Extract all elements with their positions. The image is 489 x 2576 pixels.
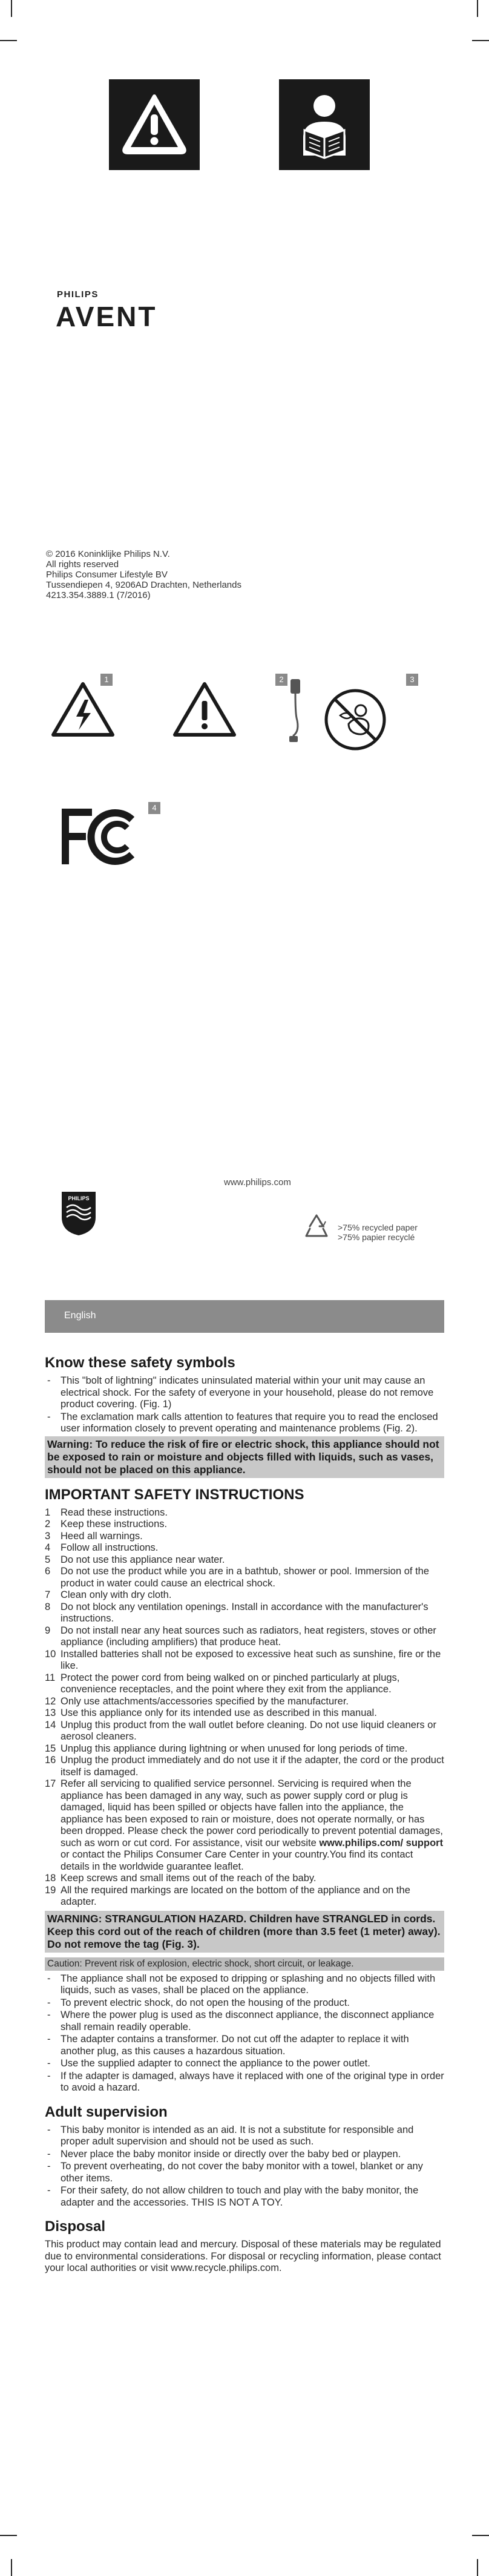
item-text: Keep screws and small items out of the reach of the baby. (61, 1873, 317, 1884)
language-label: English (64, 1310, 96, 1321)
instruction-item (45, 1885, 444, 1908)
instruction-item (45, 1566, 444, 1589)
list-item: - This baby monitor is intended as an aid. It is not a substitute for responsible and proper adult supervision and should not be used as such. (45, 2124, 444, 2148)
instruction-item (45, 1707, 444, 1720)
figure-number: 2 (275, 674, 287, 686)
crop-mark (0, 2535, 17, 2536)
instruction-item (45, 1743, 444, 1755)
item-text: Do not use this appliance near water. (61, 1554, 225, 1565)
instruction-item (45, 1554, 444, 1566)
item-text: All the required markings are located on the bottom of the appliance and on the adapter. (61, 1884, 410, 1907)
item-number: 6 (45, 1566, 51, 1577)
shield-text: PHILIPS (68, 1195, 90, 1201)
no-child-icon (322, 686, 389, 753)
recycled-paper-label: >75% recycled paper (338, 1223, 418, 1232)
instruction-item (45, 1602, 444, 1625)
item-text: or contact the Philips Consumer Care Center in your country.You find its contact details in the worldwide guarantee leaflet. (61, 1849, 413, 1872)
crop-mark (472, 2535, 489, 2536)
disposal-text: This product may contain lead and mercury. Disposal of these materials may be regulated due to environmental considerations. For disposal or recycling information, please contact your local authorities or visit www.recycle.philips.com. (45, 2239, 441, 2273)
list-item: - The adapter contains a transformer. Do not cut off the adapter to replace it with another plug, as this causes a hazardous situation. (45, 2034, 444, 2057)
section-heading: Disposal (45, 2218, 106, 2235)
crop-mark (477, 2559, 478, 2576)
item-text: Heed all warnings. (61, 1530, 143, 1542)
crop-mark (0, 40, 17, 41)
instruction-item (45, 1625, 444, 1649)
item-number: 15 (45, 1743, 56, 1754)
instruction-item (45, 1873, 444, 1885)
item-number: 7 (45, 1589, 51, 1600)
caution-box: Caution: Prevent risk of explosion, electric shock, short circuit, or leakage. (45, 1957, 444, 1971)
list-item: - Never place the baby monitor inside or directly over the baby bed or playpen. (45, 2149, 444, 2161)
list-item: - To prevent overheating, do not cover the baby monitor with a towel, blanket or any other items. (45, 2161, 444, 2184)
list-item: - The appliance shall not be exposed to dripping or splashing and no objects filled with liquids, such as vases, shall be placed on the appliance. (45, 1973, 444, 1997)
item-number: 5 (45, 1554, 51, 1565)
item-number: 10 (45, 1648, 56, 1660)
warning-icon (109, 79, 200, 170)
adult-supervision-list (45, 2124, 444, 2209)
item-number: 2 (45, 1519, 51, 1530)
imprint (46, 549, 241, 600)
list-item: - To prevent electric shock, do not open the housing of the product. (45, 1997, 444, 2009)
item-number: 17 (45, 1778, 56, 1789)
crop-mark (472, 40, 489, 41)
address-line: Tussendiepen 4, 9206AD Drachten, Netherlands (46, 580, 241, 590)
section-heading: Know these safety symbols (45, 1355, 235, 1371)
item-number: 13 (45, 1707, 56, 1718)
figure-number: 4 (148, 802, 160, 814)
list-item: - The exclamation mark calls attention to features that require you to read the enclosed user information closely to prevent operating and maintenance problems (Fig. 2). (45, 1411, 444, 1435)
instruction-item (45, 1531, 444, 1543)
item-number: 19 (45, 1884, 56, 1896)
item-number: 8 (45, 1601, 51, 1612)
item-number: 1 (45, 1506, 51, 1518)
list-item: - For their safety, do not allow children to touch and play with the baby monitor, the adapter and the accessories. THIS IS NOT A TOY. (45, 2185, 444, 2209)
item-text: Unplug the product immediately and do not use it if the adapter, the cord or the product itself is damaged. (61, 1755, 444, 1778)
crop-mark (477, 0, 478, 17)
item-text: Use this appliance only for its intended use as described in this manual. (61, 1707, 377, 1718)
instruction-item (45, 1778, 444, 1873)
crop-mark (11, 2559, 12, 2576)
crop-mark (11, 0, 12, 17)
philips-shield-logo (59, 1189, 98, 1237)
item-text: Keep these instructions. (61, 1519, 168, 1530)
copyright-line: © 2016 Koninklijke Philips N.V. (46, 549, 170, 559)
recycle-text (338, 1223, 418, 1242)
item-text: Refer all servicing to qualified service personnel. Servicing is required when the appliance has been damaged in any way, such as power supply cord or plug is damaged, liquid has been spilled or objects have fallen into the appliance, the appliance has been exposed to rain or moisture, does not operate normally, or has been dropped. Please check the power cord periodically to prevent potential damages, such as worn or cut cord. For assistance, visit our website (61, 1778, 443, 1848)
adapter-icon (284, 675, 309, 748)
item-text: Only use attachments/accessories specified by the manufacturer. (61, 1695, 349, 1707)
item-number: 11 (45, 1672, 56, 1683)
instruction-item (45, 1649, 444, 1672)
company-line: Philips Consumer Lifestyle BV (46, 570, 168, 580)
item-number: 9 (45, 1625, 51, 1636)
website-link[interactable]: www.philips.com (224, 1177, 291, 1188)
instruction-item (45, 1519, 444, 1531)
list-item: - This "bolt of lightning" indicates uninsulated material within your unit may cause an electrical shock. For the safety of everyone in your household, please do not remove product covering. (Fig. 1) (45, 1375, 444, 1411)
list-item: - Use the supplied adapter to connect the appliance to the power outlet. (45, 2058, 444, 2070)
item-number: 14 (45, 1719, 56, 1730)
list-item: - Where the power plug is used as the disconnect appliance, the disconnect appliance shall remain readily operable. (45, 2009, 444, 2033)
read-manual-icon (279, 79, 370, 170)
item-text: Protect the power cord from being walked on or pinched particularly at plugs, convenience receptacles, and the point where they exit from the appliance. (61, 1672, 400, 1695)
rights-line: All rights reserved (46, 559, 119, 570)
philips-logo-text: PHILIPS (57, 289, 99, 300)
item-text: Unplug this appliance during lightning or when unused for long periods of time. (61, 1743, 408, 1754)
avent-logo-text: AVENT (56, 301, 157, 332)
safety-content (45, 1349, 444, 2275)
paper-recycle-label: >75% papier recyclé (338, 1232, 415, 1242)
fcc-logo (61, 804, 151, 870)
instruction-item (45, 1755, 444, 1778)
instruction-item (45, 1589, 444, 1602)
section-heading: IMPORTANT SAFETY INSTRUCTIONS (45, 1486, 304, 1503)
item-text: Installed batteries shall not be exposed to excessive heat such as sunshine, fire or the like. (61, 1648, 441, 1671)
recycle-icon (301, 1213, 332, 1240)
symbols-list (45, 1375, 444, 1435)
item-number: 18 (45, 1873, 56, 1884)
exclamation-warning-icon (171, 680, 238, 738)
lightning-warning-icon (50, 680, 116, 738)
strangulation-warning: WARNING: STRANGULATION HAZARD. Children have STRANGLED in cords. Keep this cord out of the reach of children (more than 3.5 feet (1 meter) away). Do not remove the tag (Fig. 3). (45, 1911, 444, 1953)
language-bar (45, 1300, 444, 1333)
instruction-item (45, 1507, 444, 1519)
section-heading: Adult supervision (45, 2103, 168, 2120)
item-text: Do not install near any heat sources such as radiators, heat registers, stoves or other appliance (including amplifiers) that produce heat. (61, 1625, 436, 1648)
document-number: 4213.354.3889.1 (7/2016) (46, 590, 151, 600)
item-number: 4 (45, 1542, 51, 1553)
item-text: Follow all instructions. (61, 1542, 159, 1553)
item-number: 16 (45, 1755, 56, 1766)
support-link[interactable]: www.philips.com/ support (319, 1837, 444, 1848)
item-text: Clean only with dry cloth. (61, 1589, 172, 1600)
item-text: Do not use the product while you are in a bathtub, shower or pool. Immersion of the product in water could cause an electrical shock. (61, 1566, 430, 1589)
instruction-item (45, 1672, 444, 1696)
list-item: - If the adapter is damaged, always have it replaced with one of the original type in order to avoid a hazard. (45, 2071, 444, 2094)
instruction-item (45, 1696, 444, 1708)
item-number: 12 (45, 1695, 56, 1707)
figure-number: 3 (406, 674, 418, 686)
instructions-list (45, 1507, 444, 1908)
figure-number: 1 (100, 674, 113, 686)
item-text: Do not block any ventilation openings. Install in accordance with the manufacturer's instructions. (61, 1601, 428, 1624)
instruction-item (45, 1720, 444, 1743)
instruction-item (45, 1542, 444, 1554)
item-number: 3 (45, 1530, 51, 1542)
warning-box: Warning: To reduce the risk of fire or electric shock, this appliance should not be exposed to rain or moisture and objects filled with liquids, such as vases, should not be placed on this appliance. (45, 1436, 444, 1478)
caution-list (45, 1973, 444, 2094)
item-text: Unplug this product from the wall outlet before cleaning. Do not use liquid cleaners or aerosol cleaners. (61, 1719, 436, 1742)
item-text: Read these instructions. (61, 1506, 168, 1518)
